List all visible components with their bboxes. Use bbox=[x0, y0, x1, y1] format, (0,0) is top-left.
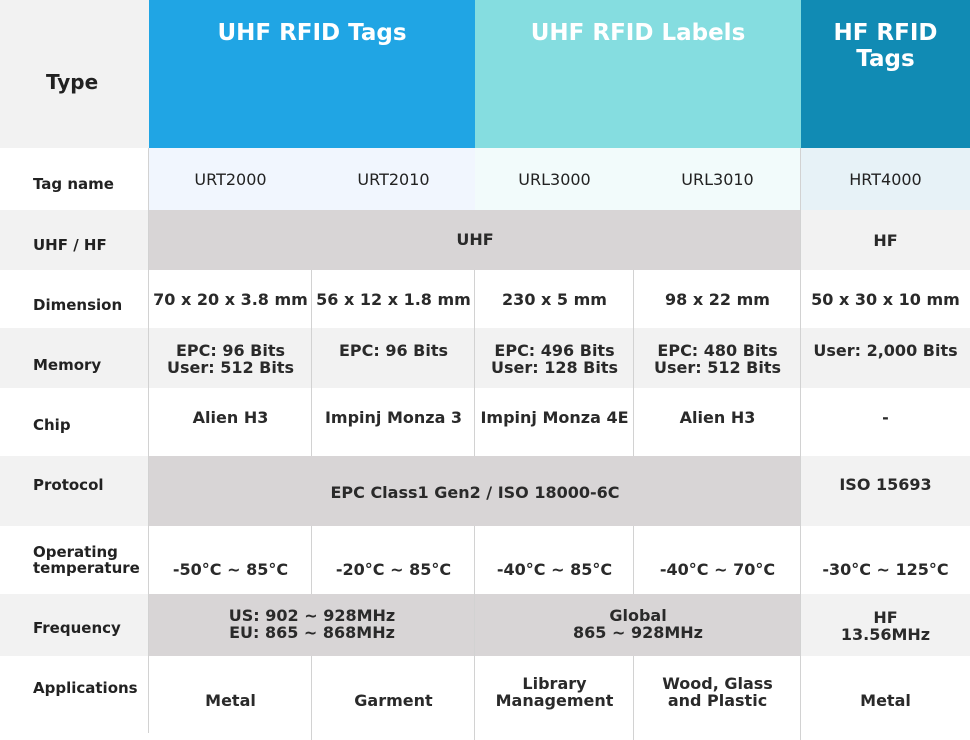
memory-line: User: 128 Bits bbox=[490, 358, 619, 377]
application-cell bbox=[475, 656, 634, 740]
tag-name-cell: URL3000 bbox=[475, 148, 634, 210]
chip-cell: Alien H3 bbox=[679, 408, 756, 427]
dimension-cell: 70 x 20 x 3.8 mm bbox=[153, 289, 308, 309]
memory-cell bbox=[634, 328, 801, 388]
temperature-cell: -40°C ~ 85°C bbox=[496, 560, 613, 579]
chip-cell: Impinj Monza 3 bbox=[324, 408, 463, 427]
column-divider bbox=[633, 270, 634, 456]
memory-cell bbox=[149, 328, 312, 388]
tag-name-cell: URL3010 bbox=[634, 148, 801, 210]
tag-name-cell: URT2000 bbox=[149, 148, 312, 210]
application-line: Garment bbox=[354, 691, 433, 710]
tag-name-cell: URT2010 bbox=[312, 148, 475, 210]
frequency-hf-cell bbox=[801, 594, 970, 656]
column-divider bbox=[148, 148, 149, 733]
application-line: Library bbox=[522, 674, 587, 693]
column-divider bbox=[311, 656, 312, 740]
temperature-cell: -20°C ~ 85°C bbox=[335, 560, 452, 579]
row-label-tag-name: Tag name bbox=[33, 174, 114, 193]
band-uhf-cell: UHF bbox=[149, 210, 801, 270]
label-line: temperature bbox=[33, 559, 140, 577]
application-line: Wood, Glass bbox=[662, 674, 773, 693]
column-divider bbox=[633, 656, 634, 740]
dimension-cell: 230 x 5 mm bbox=[502, 289, 607, 309]
memory-line: EPC: 96 Bits bbox=[175, 341, 286, 360]
row-label-memory: Memory bbox=[33, 355, 102, 374]
row-label-dimension: Dimension bbox=[33, 295, 123, 314]
frequency-line: US: 902 ~ 928MHz bbox=[228, 606, 396, 625]
temperature-cell: -30°C ~ 125°C bbox=[822, 560, 949, 579]
chip-cell: Alien H3 bbox=[192, 408, 269, 427]
header-uhf-rfid-labels: UHF RFID Labels bbox=[475, 0, 801, 148]
frequency-line: HF bbox=[873, 608, 898, 627]
frequency-uhf-tags-cell bbox=[149, 594, 475, 656]
frequency-line: EU: 865 ~ 868MHz bbox=[229, 623, 395, 642]
header-hf-rfid-tags: HF RFID Tags bbox=[801, 0, 970, 148]
row-label-chip: Chip bbox=[33, 415, 71, 434]
row-label-applications: Applications bbox=[33, 678, 138, 697]
application-cell bbox=[634, 656, 801, 740]
chip-cell: - bbox=[882, 408, 889, 427]
chip-cell: Impinj Monza 4E bbox=[480, 408, 629, 427]
application-line: and Plastic bbox=[667, 691, 768, 710]
protocol-uhf-cell: EPC Class1 Gen2 / ISO 18000-6C bbox=[149, 456, 801, 526]
column-divider bbox=[800, 148, 801, 740]
frequency-uhf-labels-cell bbox=[475, 594, 801, 656]
dimension-cell: 98 x 22 mm bbox=[665, 289, 770, 309]
type-label: Type bbox=[46, 70, 99, 94]
dimension-cell: 50 x 30 x 10 mm bbox=[811, 289, 960, 309]
frequency-line: 865 ~ 928MHz bbox=[573, 623, 703, 642]
memory-cell bbox=[475, 328, 634, 388]
frequency-line: Global bbox=[609, 606, 667, 625]
application-cell bbox=[149, 656, 312, 740]
frequency-line: 13.56MHz bbox=[840, 625, 931, 644]
tag-name-cell: HRT4000 bbox=[801, 148, 970, 210]
column-divider bbox=[474, 270, 475, 456]
application-line: Management bbox=[495, 691, 614, 710]
memory-cell bbox=[312, 328, 475, 388]
row-label-operating-temperature bbox=[0, 526, 149, 594]
column-divider bbox=[311, 526, 312, 594]
row-label-frequency: Frequency bbox=[33, 618, 121, 637]
application-line: Metal bbox=[205, 691, 256, 710]
label-line: Operating bbox=[33, 543, 118, 561]
memory-line: EPC: 96 Bits bbox=[338, 341, 449, 360]
column-divider bbox=[311, 270, 312, 456]
column-divider bbox=[474, 526, 475, 740]
application-line: Metal bbox=[860, 691, 911, 710]
row-label-band: UHF / HF bbox=[33, 235, 107, 254]
column-divider bbox=[633, 526, 634, 594]
memory-cell bbox=[801, 328, 970, 388]
band-hf-cell: HF bbox=[873, 230, 898, 250]
memory-line: User: 2,000 Bits bbox=[813, 341, 958, 360]
memory-line: User: 512 Bits bbox=[653, 358, 782, 377]
application-cell bbox=[801, 656, 970, 740]
memory-line: EPC: 496 Bits bbox=[494, 341, 615, 360]
application-cell bbox=[312, 656, 475, 740]
header-uhf-rfid-tags: UHF RFID Tags bbox=[149, 0, 475, 148]
temperature-cell: -40°C ~ 70°C bbox=[659, 560, 776, 579]
memory-line: User: 512 Bits bbox=[166, 358, 295, 377]
row-label-protocol: Protocol bbox=[33, 475, 104, 494]
dimension-cell: 56 x 12 x 1.8 mm bbox=[316, 289, 471, 309]
memory-line: EPC: 480 Bits bbox=[657, 341, 778, 360]
protocol-hf-cell: ISO 15693 bbox=[839, 475, 932, 494]
temperature-cell: -50°C ~ 85°C bbox=[172, 560, 289, 579]
